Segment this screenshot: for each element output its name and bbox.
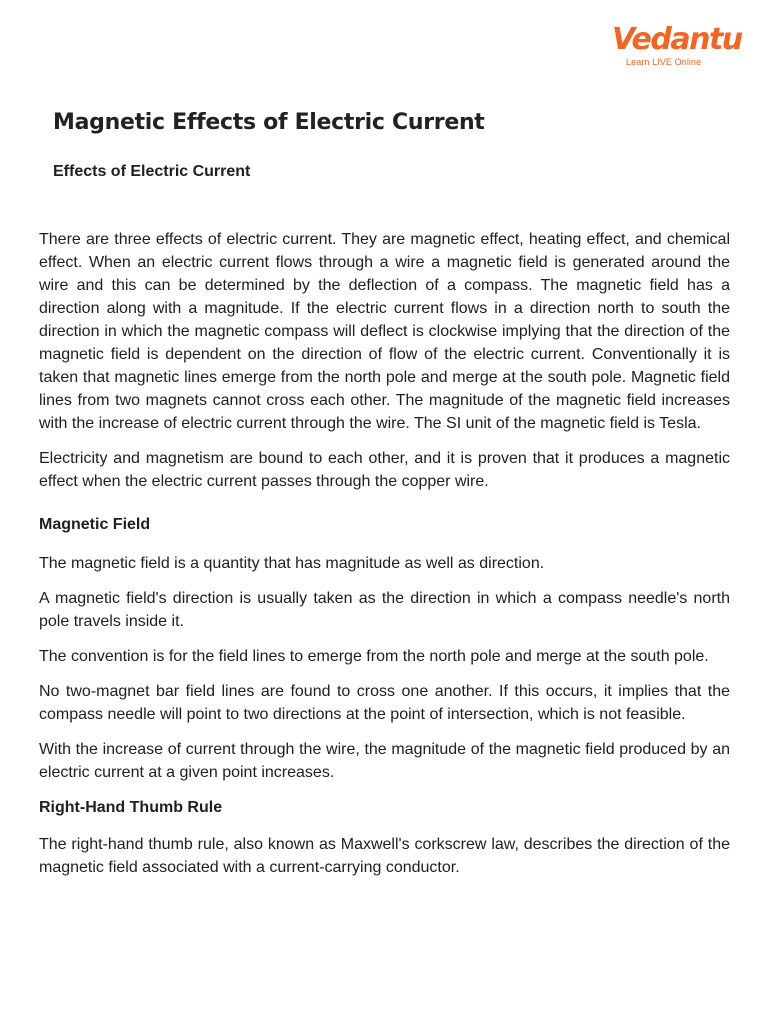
magnetic-field-heading: Magnetic Field — [39, 516, 151, 533]
section-subtitle: Effects of Electric Current — [53, 163, 251, 180]
document-body — [39, 228, 730, 891]
magnetic-field-paragraph: With the increase of current through the wire, the magnitude of the magnetic field produced by an electric current at a given point increases. — [39, 741, 730, 781]
thumb-rule-heading: Right-Hand Thumb Rule — [39, 799, 223, 816]
magnetic-field-paragraph: A magnetic field's direction is usually taken as the direction in which a compass needle's north pole travels inside it. — [39, 590, 730, 630]
page-title: Magnetic Effects of Electric Current — [53, 110, 485, 135]
magnetic-field-paragraph: The convention is for the field lines to emerge from the north pole and merge at the south pole. — [39, 648, 709, 665]
intro-paragraph: There are three effects of electric current. They are magnetic effect, heating effect, and chemical effect. When an electric current flows through a wire a magnetic field is generated around the wire and this can be determined by the deflection of a compass. The magnetic field has a direction along with a magnitude. If the electric current flows in a direction north to south the direction in which the magnetic compass will deflect is clockwise implying that the direction of the magnetic field is dependent on the direction of flow of the electric current. Conventionally it is taken that magnetic lines emerge from the north pole and merge at the south pole. Magnetic field lines from two magnets cannot cross each other. The magnitude of the magnetic field increases with the increase of electric current through the wire. The SI unit of the magnetic field is Tesla. — [39, 231, 730, 432]
vedantu-logo — [604, 22, 742, 74]
logo-tagline: Learn LIVE Online — [626, 57, 702, 67]
thumb-rule-paragraph: The right-hand thumb rule, also known as Maxwell's corkscrew law, describes the direction of the magnetic field associated with a current-carrying conductor. — [39, 836, 730, 876]
magnetic-field-paragraph: No two-magnet bar field lines are found to cross one another. If this occurs, it implies that the compass needle will point to two directions at the point of intersection, which is not feasible. — [39, 683, 730, 723]
logo-wordmark: Vedantu — [612, 22, 742, 57]
intro-paragraph: Electricity and magnetism are bound to each other, and it is proven that it produces a magnetic effect when the electric current passes through the copper wire. — [39, 450, 730, 490]
magnetic-field-paragraph: The magnetic field is a quantity that has magnitude as well as direction. — [39, 555, 545, 572]
